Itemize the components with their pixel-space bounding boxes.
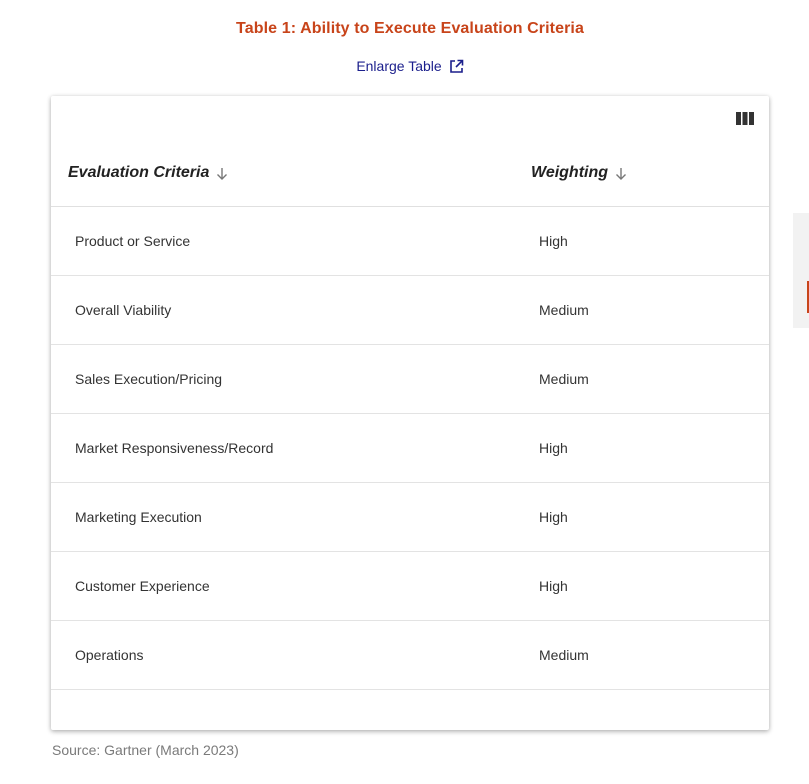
cell-weighting: High bbox=[539, 578, 568, 594]
table-row bbox=[51, 552, 769, 621]
column-view-icon[interactable] bbox=[736, 111, 754, 127]
cell-criteria: Overall Viability bbox=[75, 302, 172, 318]
side-widget-edge[interactable] bbox=[793, 213, 809, 328]
cell-weighting: High bbox=[539, 440, 568, 456]
column-header-weighting[interactable] bbox=[531, 160, 628, 186]
cell-weighting: Medium bbox=[539, 371, 589, 387]
cell-weighting: Medium bbox=[539, 647, 589, 663]
column-header-label: Evaluation Criteria bbox=[68, 164, 210, 181]
table-row bbox=[51, 207, 769, 276]
cell-criteria: Market Responsiveness/Record bbox=[75, 440, 274, 456]
cell-criteria: Marketing Execution bbox=[75, 509, 202, 525]
table-row bbox=[51, 621, 769, 690]
table-row bbox=[51, 483, 769, 552]
table-row bbox=[51, 276, 769, 345]
arrow-down-icon[interactable] bbox=[215, 160, 229, 186]
enlarge-table-label: Enlarge Table bbox=[356, 58, 442, 74]
table-source: Source: Gartner (March 2023) bbox=[52, 742, 239, 758]
column-header-evaluation-criteria[interactable] bbox=[68, 160, 229, 186]
cell-criteria: Customer Experience bbox=[75, 578, 210, 594]
enlarge-table-row bbox=[0, 58, 809, 74]
table-header bbox=[51, 140, 769, 207]
enlarge-table-link[interactable] bbox=[356, 58, 463, 74]
cell-weighting: High bbox=[539, 233, 568, 249]
cell-criteria: Sales Execution/Pricing bbox=[75, 371, 223, 387]
table-body bbox=[51, 207, 769, 690]
cell-weighting: High bbox=[539, 509, 568, 525]
cell-criteria: Product or Service bbox=[75, 233, 191, 249]
table-row bbox=[51, 345, 769, 414]
table-caption: Table 1: Ability to Execute Evaluation Criteria bbox=[236, 20, 584, 37]
table-row bbox=[51, 414, 769, 483]
column-header-label: Weighting bbox=[531, 164, 609, 181]
external-link-icon bbox=[449, 59, 464, 74]
cell-weighting: Medium bbox=[539, 302, 589, 318]
arrow-down-icon[interactable] bbox=[614, 160, 628, 186]
cell-criteria: Operations bbox=[75, 647, 144, 663]
table-card bbox=[51, 96, 769, 730]
